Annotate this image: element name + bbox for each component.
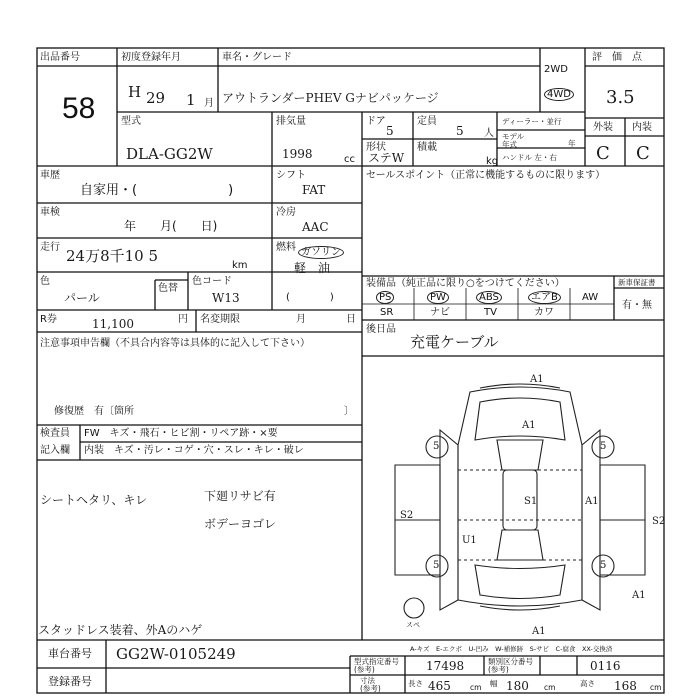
first-registration-month: 1 (186, 91, 196, 109)
fuel-gasoline: ガソリン (298, 246, 344, 259)
grade-value: 3.5 (606, 87, 635, 108)
category-number-label: 類別区分番号 (参考) (488, 657, 533, 674)
car-diagram (395, 384, 645, 618)
damage-legend: A-キズ E-エクボ U-凹み W-補修跡 S-サビ C-腐食 XX-交換済 (410, 645, 613, 653)
sales-point-label: セールスポイント（正常に機能するものに限ります） (366, 170, 606, 181)
drive-4wd-label: 4WD (544, 88, 574, 101)
length-unit: cm (470, 683, 482, 692)
grade-label: 評 価 点 (592, 52, 642, 63)
type-label: 型式 (121, 116, 141, 127)
drive-2wd-label: 2WD (544, 64, 568, 75)
year-unit: 年 (568, 139, 576, 148)
repair-history-label: 修復歴 有〔箇所 (54, 406, 134, 417)
note-line-1: シートヘタリ、キレ (40, 493, 148, 507)
handle-label: ハンドル 左・右 (502, 153, 557, 162)
damage-mark-hood: A1 (522, 420, 536, 431)
lot-number-label: 出品番号 (40, 52, 80, 63)
damage-mark-rear: A1 (532, 626, 546, 637)
note-line-4: スタッドレス装着、外Aのハゲ (38, 623, 203, 637)
equipment-airbag: エアB (528, 291, 561, 304)
note-line-2: 下廻リサビ有 (204, 489, 276, 503)
lot-number: 58 (62, 92, 96, 125)
interior-value: C (636, 143, 650, 164)
yen-unit: 円 (178, 314, 188, 325)
notes-label: 注意事項申告欄（不具合内容等は具体的に記入して下さい） (40, 338, 310, 349)
history-value: 自家用・( ) (80, 183, 234, 198)
chassis-label: 車台番号 (48, 647, 92, 660)
registration-number-label: 登録番号 (48, 675, 92, 688)
mileage-label: 走行 (40, 242, 60, 253)
type-value: DLA-GG2W (126, 145, 213, 163)
interior-label: 内装 (632, 122, 652, 133)
length-value: 465 (428, 679, 451, 693)
payload-label: 積載 (417, 142, 437, 153)
fw-row: FW キズ・飛石・ヒビ割・リペア跡・×要 (84, 428, 278, 439)
equipment-label: 装備品（純正品に限り○をつけてください） (366, 278, 565, 289)
repair-history-close: 〕 (344, 406, 354, 417)
body-value: ステW (368, 151, 405, 165)
model-year-label: モデル 年式 (502, 132, 525, 149)
width-label: 幅 (490, 679, 498, 688)
model-name-label: 車名・グレード (222, 52, 292, 63)
ac-label: 冷房 (276, 207, 296, 218)
length-label: 長さ (408, 679, 423, 688)
width-value: 180 (506, 679, 529, 693)
color-change-label: 色替 (158, 283, 178, 294)
shift-value: FAT (302, 183, 326, 197)
fuel-diesel: 軽 油 (294, 261, 331, 275)
spare-tire-mark: スペ (406, 621, 420, 629)
height-value: 168 (614, 679, 637, 693)
seats-value: 5 (456, 124, 464, 138)
recycle-value: 11,100 (92, 317, 134, 331)
color-code-value: W13 (212, 291, 240, 305)
model-name-value: アウトランダーPHEV Gナビパッケージ (222, 91, 439, 105)
category-number-value: 0116 (590, 659, 621, 673)
inspection-label: 車検 (40, 207, 60, 218)
month-unit-label: 月 (204, 98, 214, 109)
cc-unit: cc (344, 154, 355, 165)
color-value: パール (64, 291, 100, 305)
kg-unit: kg (486, 156, 499, 167)
equipment-tv: TV (484, 307, 497, 318)
spec-number-value: 17498 (426, 659, 465, 673)
equipment-aw: AW (582, 292, 599, 303)
body-label: 形状 (366, 142, 386, 153)
name-change-month: 月 (296, 314, 306, 325)
damage-mark-right-side: S2 (652, 516, 666, 527)
equipment-sr: SR (380, 307, 394, 318)
doors-label: ドア (366, 116, 386, 127)
damage-mark-roof: S1 (524, 496, 538, 507)
damage-mark-left-side: S2 (400, 510, 414, 521)
damage-mark-front: A1 (530, 374, 544, 385)
damage-mark-right-door: A1 (585, 496, 599, 507)
wheel-mark-front-right: 5 (600, 441, 607, 452)
name-change-label: 名変期限 (200, 314, 240, 325)
exterior-value: C (596, 143, 610, 164)
doors-value: 5 (386, 124, 394, 138)
name-change-day: 日 (346, 314, 356, 325)
history-label: 車歴 (40, 170, 60, 181)
spec-number-label: 型式指定番号 (参考) (354, 657, 399, 674)
displacement-label: 排気量 (276, 116, 306, 127)
km-unit: km (232, 260, 248, 271)
height-label: 高さ (580, 679, 595, 688)
seats-unit: 人 (484, 128, 494, 139)
wheel-mark-front-left: 5 (433, 441, 440, 452)
color-label: 色 (40, 276, 50, 287)
aftermarket-label: 後日品 (366, 324, 396, 335)
warranty-label: 新車保証書 (618, 278, 656, 287)
width-unit: cm (544, 683, 556, 692)
first-registration-year: 29 (146, 89, 166, 107)
damage-mark-left-side-2: U1 (462, 535, 477, 546)
warranty-value: 有・無 (622, 300, 652, 311)
entry-label: 記入欄 (40, 445, 70, 456)
dealer-label: ディーラー・並行 (502, 117, 562, 126)
ac-value: AAC (302, 220, 329, 234)
color-code-label: 色コード (192, 276, 232, 287)
seats-label: 定員 (417, 116, 437, 127)
recycle-label: R券 (40, 314, 57, 325)
fuel-label: 燃料 (276, 242, 296, 253)
exterior-label: 外装 (593, 122, 613, 133)
aftermarket-value: 充電ケーブル (410, 333, 499, 351)
fuel-paren: ( ) (286, 292, 334, 303)
first-registration-label: 初度登録年月 (121, 52, 181, 63)
first-registration-era: H (128, 83, 142, 101)
wheel-mark-rear-left: 5 (433, 560, 440, 571)
size-label: 寸法 (参考) (360, 676, 381, 693)
damage-mark-rear-right: A1 (632, 590, 646, 601)
equipment-pw: PW (427, 291, 449, 304)
displacement-value: 1998 (282, 147, 313, 161)
interior-row: 内装 キズ・汚レ・コゲ・穴・スレ・キレ・破レ (84, 445, 304, 456)
inspection-value: 年 月( 日) (124, 219, 218, 233)
height-unit: cm (650, 683, 662, 692)
equipment-leather: カワ (534, 307, 554, 318)
shift-label: シフト (276, 170, 306, 181)
mileage-value: 24万8千10 5 (66, 247, 159, 265)
inspector-label: 検査員 (40, 428, 70, 439)
chassis-value: GG2W-0105249 (116, 645, 236, 663)
equipment-abs: ABS (476, 291, 502, 304)
equipment-ps: PS (376, 291, 394, 304)
note-line-3: ボデーヨゴレ (204, 517, 277, 531)
wheel-mark-rear-right: 5 (600, 560, 607, 571)
equipment-navi: ナビ (430, 307, 450, 318)
